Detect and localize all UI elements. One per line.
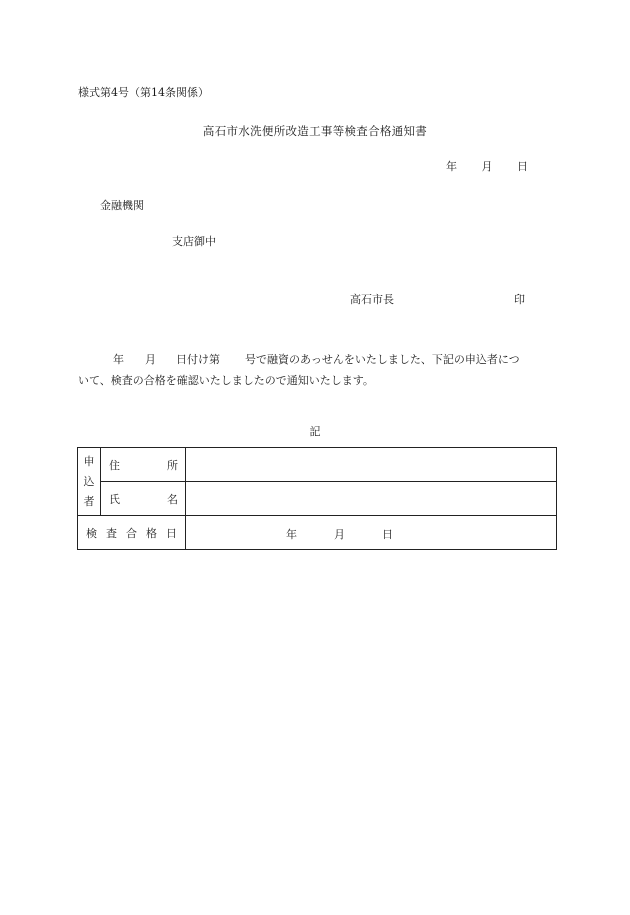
ki-heading: 記	[309, 425, 321, 438]
notification-body	[78, 349, 556, 391]
address-char-1: 住	[109, 458, 120, 472]
issuer-mayor: 高石市長	[350, 293, 394, 306]
applicant-char-2: 込	[83, 474, 95, 488]
body-line-2: いて、検査の合格を確認いたしましたので通知いたします。	[78, 374, 374, 387]
document-title: 高石市水洗便所改造工事等検査合格通知書	[202, 124, 428, 138]
inspection-char-5: 日	[166, 526, 177, 540]
name-char-2: 名	[167, 492, 178, 506]
inspection-date-month: 月	[334, 527, 345, 541]
inspection-date-day: 日	[382, 527, 393, 541]
seal-mark: 印	[514, 293, 525, 306]
inspection-char-4: 格	[146, 526, 157, 540]
body-line1-rest: 号で融資のあっせんをいたしました、下記の申込者につ	[245, 353, 520, 366]
body-date-no: 日付け第	[176, 353, 220, 366]
issue-date	[446, 160, 528, 174]
addressee-bank: 金融機関	[100, 199, 144, 212]
inspection-char-2: 査	[106, 526, 117, 540]
applicant-char-1: 申	[83, 454, 95, 468]
body-month: 月	[145, 353, 156, 366]
applicant-header	[78, 448, 101, 516]
issue-date-month: 月	[481, 160, 493, 173]
inspection-date-label-cell	[78, 516, 186, 550]
name-label-cell	[101, 482, 186, 516]
applicant-table	[77, 447, 557, 550]
body-year: 年	[113, 353, 124, 366]
addressee-branch: 支店御中	[172, 235, 216, 248]
address-char-2: 所	[167, 458, 178, 472]
inspection-char-3: 合	[126, 526, 137, 540]
form-number: 様式第4号（第14条関係）	[78, 86, 209, 99]
inspection-date-year: 年	[286, 527, 297, 541]
table-row-name	[78, 482, 557, 516]
address-value-cell[interactable]	[186, 448, 557, 482]
inspection-date-value-cell[interactable]	[186, 516, 557, 550]
applicant-char-3: 者	[83, 494, 95, 508]
issue-date-day: 日	[517, 160, 528, 173]
table-row-address	[78, 448, 557, 482]
inspection-char-1: 検	[86, 526, 97, 540]
name-char-1: 氏	[109, 492, 120, 506]
issue-date-year: 年	[446, 160, 457, 173]
body-line-1	[78, 349, 556, 370]
table-row-inspection-date	[78, 516, 557, 550]
address-label-cell	[101, 448, 186, 482]
name-value-cell[interactable]	[186, 482, 557, 516]
